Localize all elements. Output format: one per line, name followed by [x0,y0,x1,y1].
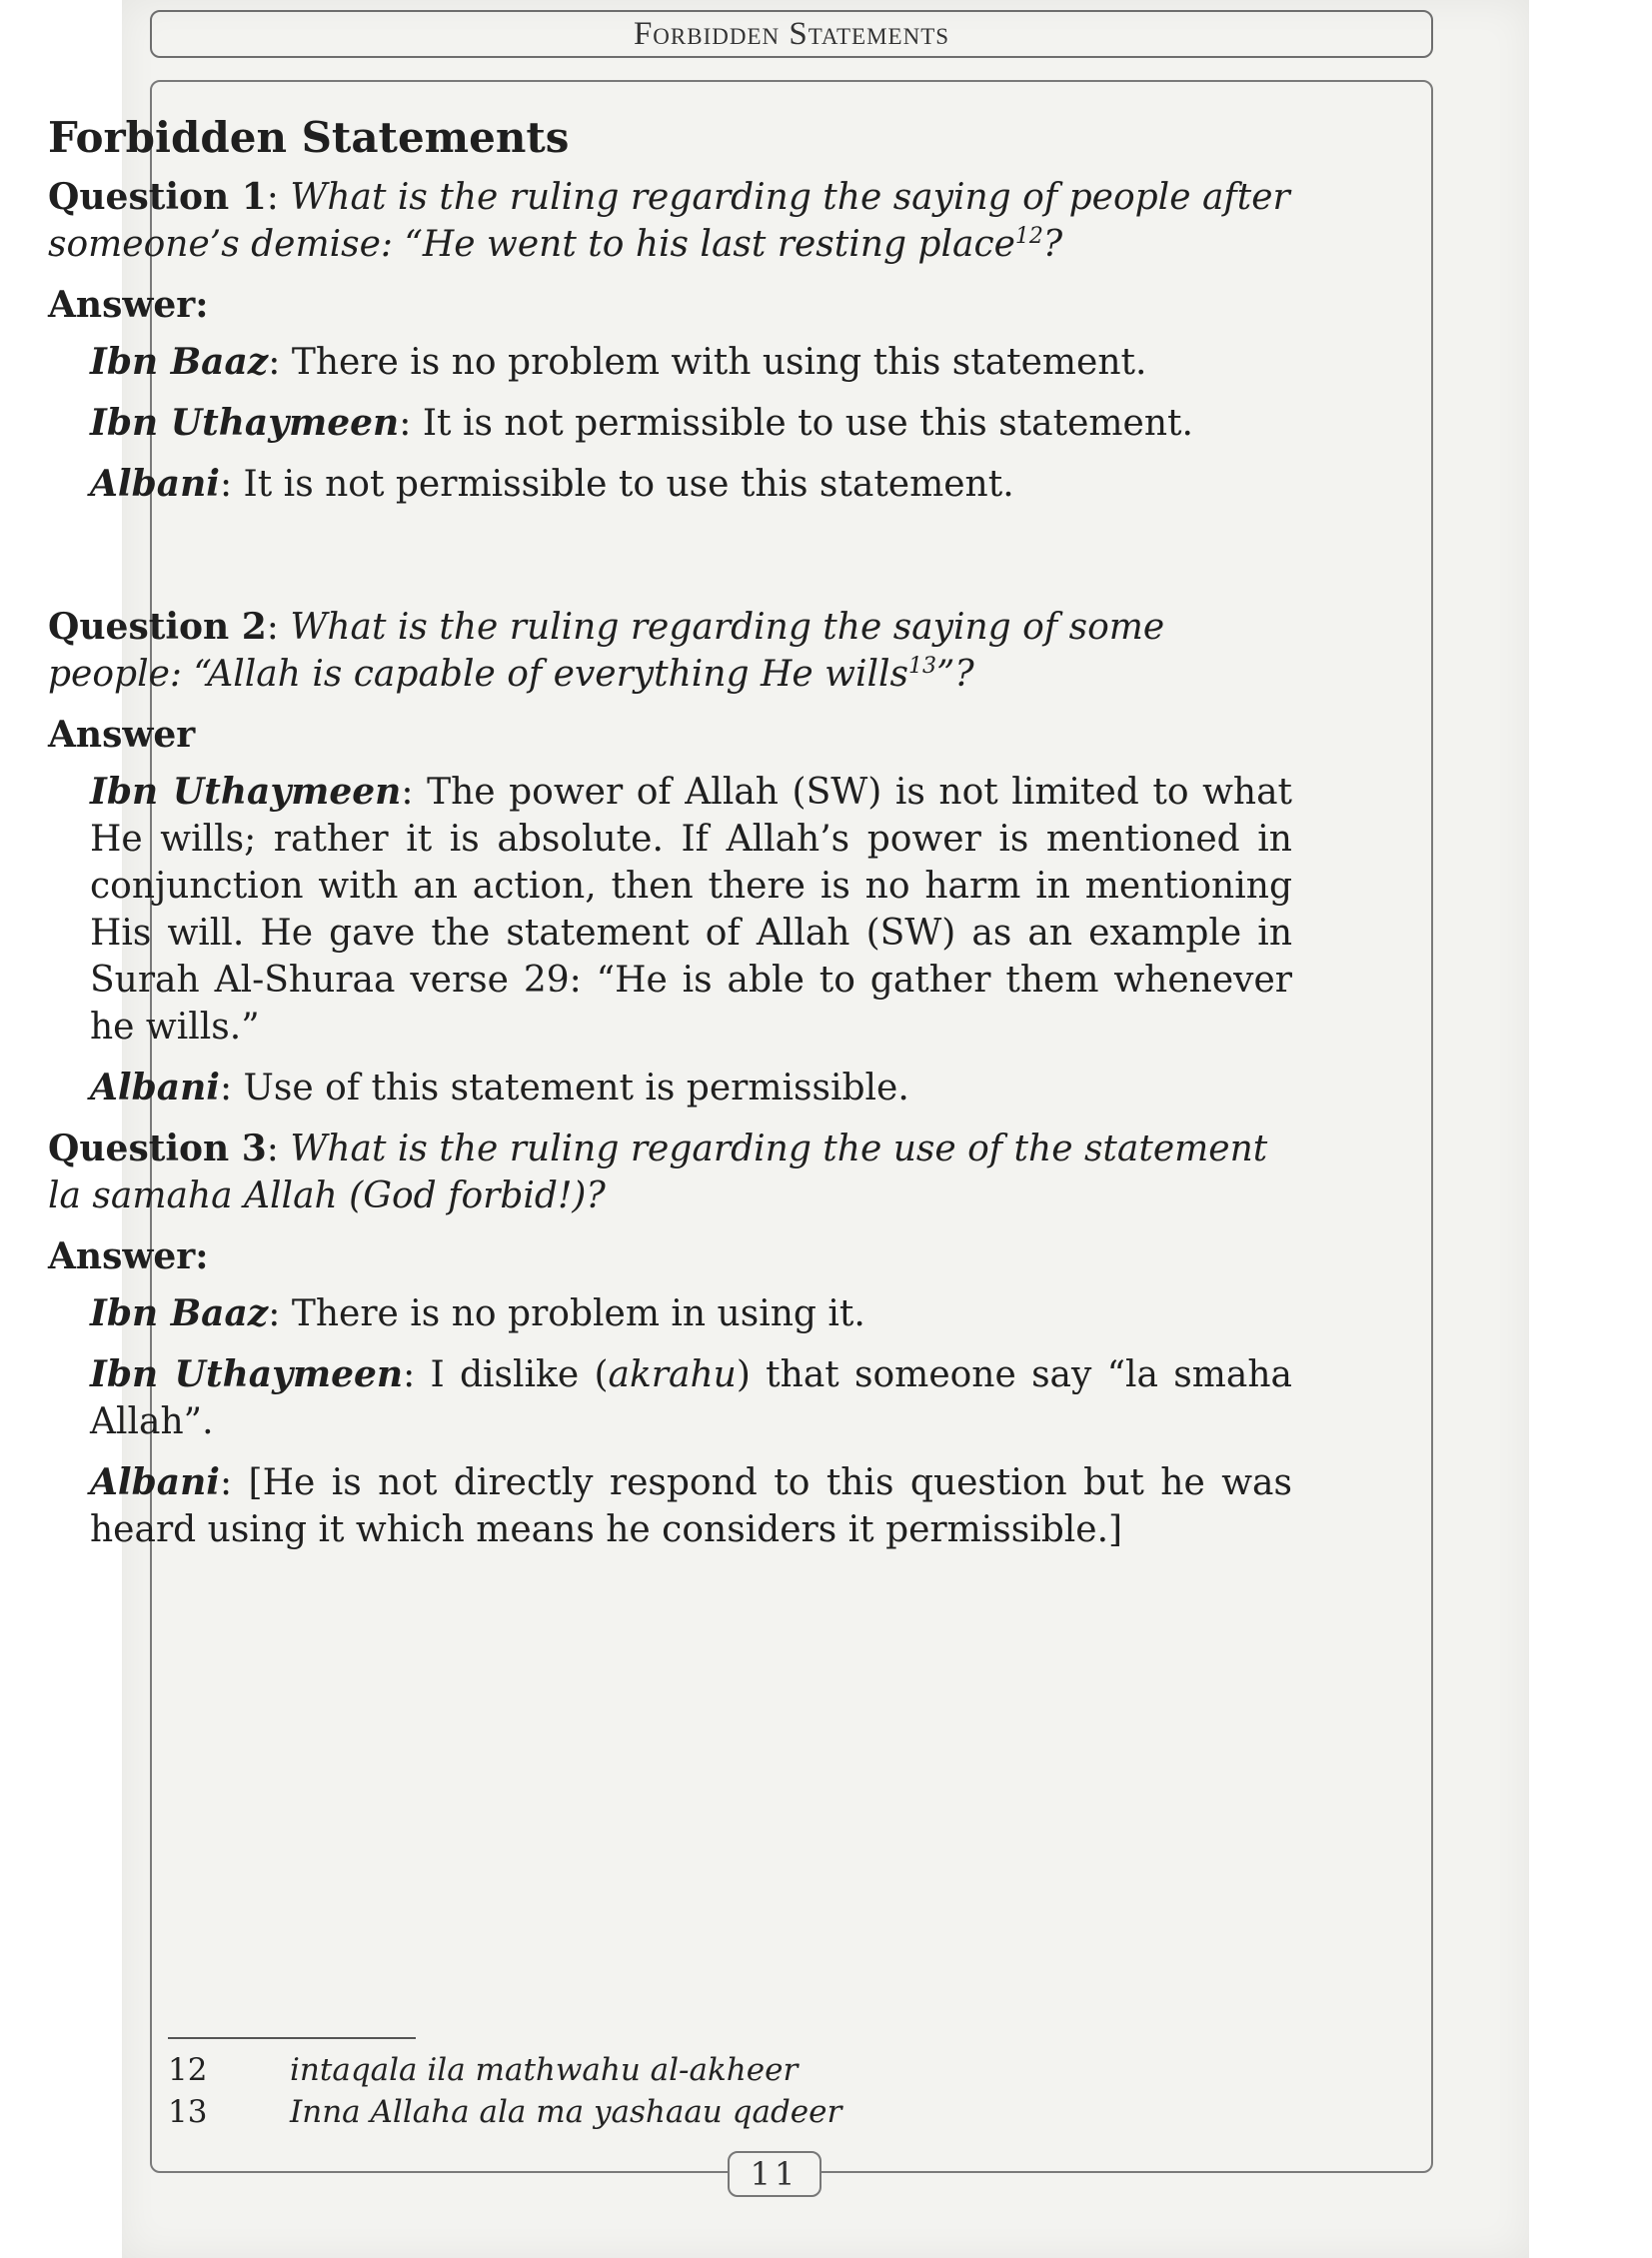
scholar-name: Albani [90,1067,220,1109]
response: Albani: It is not permissible to use this statement. [90,463,1014,505]
scholar-name: Ibn Baaz [90,1292,269,1334]
question-label: Question 2 [48,606,267,648]
scholar-name: Ibn Uthaymeen [90,402,400,444]
scholar-name: Ibn Baaz [90,341,269,383]
footnote-ref: 13 [907,654,936,679]
main-content [48,110,1292,1567]
question-text: What is the ruling regarding the saying of some people: “Allah is capable of everything He wills$^{13}$”? [48,607,1165,695]
response: Albani: Use of this statement is permissible. [90,1067,909,1109]
question-text: What is the ruling regarding the use of the statement la samaha Allah (God forbid!)? [48,1129,1268,1216]
response: Ibn Uthaymeen: It is not permissible to use this statement. [90,402,1193,444]
scholar-name: Ibn Uthaymeen [90,1353,404,1395]
scholar-name: Albani [90,1461,220,1503]
footnotes [168,2049,841,2133]
footnote-number: 12 [168,2052,208,2088]
response: Ibn Uthaymeen: The power of Allah (SW) is not limited to what He wills; rather it is absolute. If Allah’s power is mentioned in conjunction with an action, then there is no harm in mentioning His will. He gave the statement of Allah (SW) as an example in Surah Al-Shuraa verse 29: “He is able to gather them whenever he wills.” [90,771,1293,1048]
scholar-name: Ibn Uthaymeen [90,771,402,813]
emphasis: akrahu [608,1354,737,1395]
response: Albani: [He is not directly respond to this question but he was heard using it which means he considers it permissible.] [90,1461,1292,1550]
footnote-divider [168,2037,416,2039]
footnote-ref: 12 [1014,224,1043,249]
page-number: 11 [728,2151,822,2197]
response: Ibn Baaz: There is no problem in using it. [90,1292,865,1334]
section-title: Forbidden Statements [48,113,570,162]
answer-label: Answer [48,714,196,756]
question-text: What is the ruling regarding the saying of people after someone’s demise: “He went to his last resting place$^{12}$? [48,177,1290,265]
question-1: Question 1: What is the ruling regarding the saying of people after someone’s demise: “He went to his last resting place$^{12}$? [48,176,1290,265]
footnote-text: Inna Allaha ala ma yashaau qadeer [290,2094,842,2130]
running-header: Forbidden Statements [150,10,1433,58]
scholar-name: Albani [90,463,220,505]
footnote-text: intaqala ila mathwahu al-akheer [290,2052,799,2088]
answer-label: Answer: [48,1235,209,1277]
footnote-item [168,2091,841,2133]
question-3: Question 3: What is the ruling regarding the use of the statement la samaha Allah (God forbid!)? [48,1128,1268,1216]
footnote-number: 13 [168,2094,208,2130]
answer-label: Answer: [48,284,209,326]
question-2: Question 2: What is the ruling regarding the saying of some people: “Allah is capable of everything He wills$^{13}$”? [48,606,1165,695]
response: Ibn Baaz: There is no problem with using this statement. [90,341,1147,383]
footnote-item [168,2049,841,2091]
response: Ibn Uthaymeen: I dislike (akrahu) that someone say “la smaha Allah”. [90,1353,1293,1442]
question-label: Question 1 [48,176,267,218]
question-label: Question 3 [48,1128,267,1169]
